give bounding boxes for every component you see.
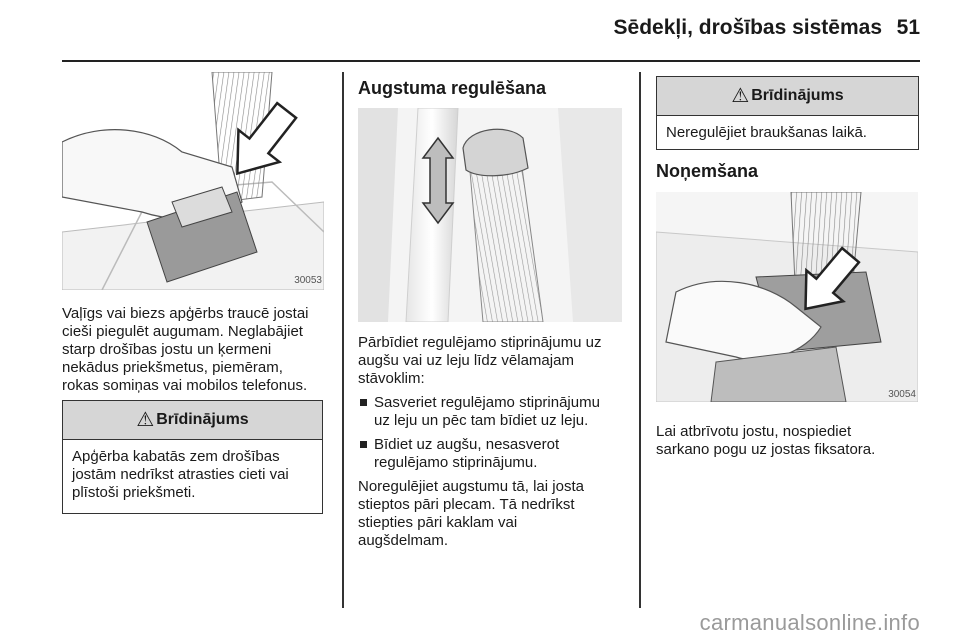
warning-line: plīstoši priekšmeti.: [72, 484, 196, 501]
figure-number: 30054: [888, 389, 916, 400]
belt-release-illustration: [656, 192, 918, 402]
list-item-line: regulējamo stiprinājumu.: [374, 454, 538, 471]
paragraph-line: sarkano pogu uz jostas fiksatora.: [656, 441, 876, 458]
list-item-line: Sasveriet regulējamo stiprinājumu: [374, 394, 600, 411]
paragraph-line: Vaļīgs vai biezs apģērbs traucē jostai: [62, 305, 309, 322]
watermark: carmanualsonline.info: [699, 610, 920, 635]
height-adjuster-illustration: [358, 108, 622, 322]
list-item-line: Bīdiet uz augšu, nesasverot: [374, 436, 560, 453]
running-title: Sēdekļi, drošības sistēmas: [613, 16, 882, 39]
paragraph-line: starp drošības jostu un ķermeni: [62, 341, 272, 358]
column-divider-1: [342, 72, 344, 608]
intro-line: stāvoklim:: [358, 370, 425, 387]
intro-line: augšu vai uz leju līdz vēlamajam: [358, 352, 574, 369]
column-3-paragraph: [656, 423, 926, 459]
warning-body: [657, 116, 918, 150]
warning-header: [657, 77, 918, 116]
warning-body: [63, 440, 322, 510]
outro-line: augšdelmam.: [358, 532, 449, 549]
warning-title: Brīdinājums: [751, 87, 844, 104]
warning-line: Neregulējiet braukšanas laikā.: [666, 124, 867, 141]
list-item: [358, 436, 628, 472]
warning-line: jostām nedrīkst atrasties cieti vai: [72, 466, 289, 483]
belt-release-drawing: [656, 192, 918, 402]
belt-buckle-drawing: [62, 72, 324, 290]
column-1-paragraph: [62, 305, 332, 395]
column-2-text: [358, 334, 628, 550]
section-title-height-adjust: Augstuma regulēšana: [358, 78, 547, 98]
figure-number: 30053: [294, 275, 322, 286]
instruction-list: [358, 394, 628, 472]
belt-buckle-illustration: [62, 72, 324, 290]
warning-line: Apģērba kabatās zem drošības: [72, 448, 280, 465]
outro-line: Noregulējiet augstumu tā, lai josta: [358, 478, 584, 495]
page-number: 51: [896, 16, 920, 39]
paragraph-line: cieši piegulēt augumam. Neglabājiet: [62, 323, 303, 340]
paragraph-line: rokas somiņas vai mobilos telefonus.: [62, 377, 308, 394]
warning-box: [62, 400, 323, 514]
intro-line: Pārbīdiet regulējamo stiprinājumu uz: [358, 334, 602, 351]
outro-line: stiepties pāri kaklam vai: [358, 514, 518, 531]
warning-box-driving: [656, 76, 919, 150]
height-adjuster-drawing: [358, 108, 622, 322]
list-item: [358, 394, 628, 430]
warning-triangle-icon: ⚠: [136, 409, 155, 431]
paragraph-line: nekādus priekšmetus, piemēram,: [62, 359, 283, 376]
header-rule: [62, 60, 920, 62]
list-item-line: uz leju un pēc tam bīdiet uz leju.: [374, 412, 589, 429]
warning-header: [63, 401, 322, 440]
paragraph-line: Lai atbrīvotu jostu, nospiediet: [656, 423, 852, 440]
section-title-removal: Noņemšana: [656, 161, 759, 181]
outro-line: stieptos pāri plecam. Tā nedrīkst: [358, 496, 575, 513]
column-divider-2: [639, 72, 641, 608]
warning-triangle-icon: ⚠: [731, 85, 750, 107]
warning-title: Brīdinājums: [156, 411, 249, 428]
